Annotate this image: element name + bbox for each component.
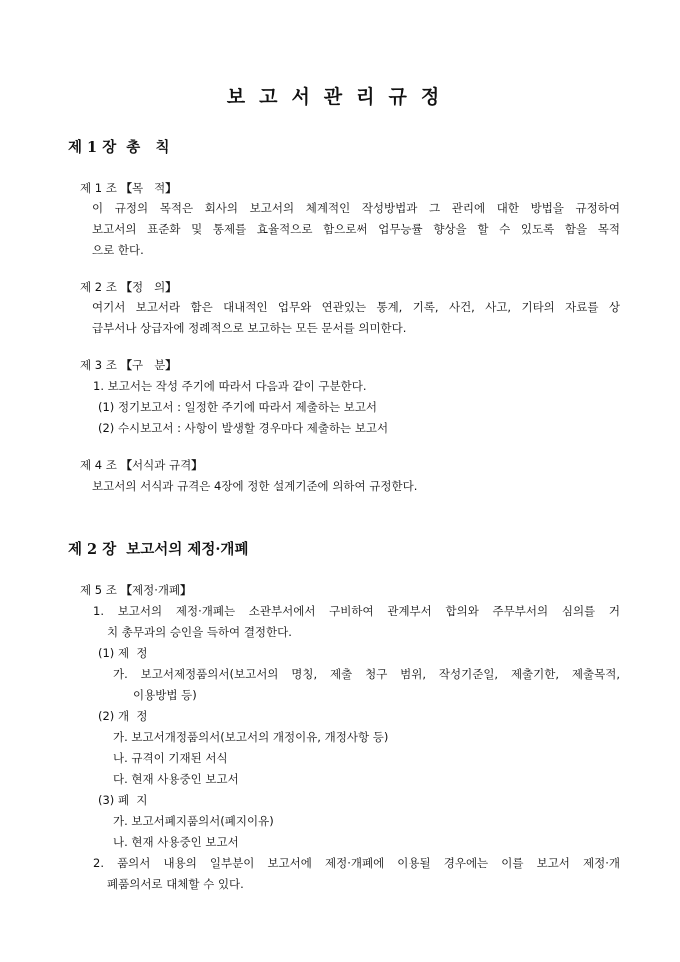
article-5-sub-item: (2) 개 정 [98, 709, 148, 723]
article-5-sub-item-detail: 가. 보고서폐지품의서(폐지이유) [113, 814, 274, 828]
chapter-1-heading: 제 1 장 총 칙 [68, 139, 170, 156]
article-5-sub-item: (3) 폐 지 [98, 793, 148, 807]
article-5-sub-item-detail: 나. 현재 사용중인 보고서 [113, 835, 239, 849]
bracket-open: 【 [120, 280, 133, 294]
article-name: 제정·개폐 [132, 583, 181, 597]
article-5-sub-item-detail: 나. 규격이 기재된 서식 [113, 751, 228, 765]
bracket-open: 【 [120, 358, 133, 372]
article-5-heading [80, 582, 192, 598]
bracket-open: 【 [120, 181, 133, 195]
article-3-item-1: 1. 보고서는 작성 주기에 따라서 다음과 같이 구분한다. [93, 379, 367, 393]
article-number: 제 1 조 [80, 181, 117, 195]
article-1-body-line: 이 규정의 목적은 회사의 보고서의 체계적인 작성방법과 그 관리에 대한 방법을 규정하여 [92, 201, 620, 215]
article-name: 구 분 [132, 358, 166, 372]
article-1-body-line: 보고서의 표준화 및 통제를 효율적으로 함으로써 업무능률 향상을 할 수 있도록 함을 목적 [92, 222, 620, 236]
article-5-sub-item-detail: 가. 보고서제정품의서(보고서의 명칭, 제출 청구 범위, 작성기준일, 제출기한, 제출목적, [113, 667, 620, 681]
article-5-item-1-line: 치 총무과의 승인을 득하여 결정한다. [107, 625, 292, 639]
article-1-heading [80, 180, 177, 196]
bracket-open: 【 [120, 458, 133, 472]
article-4-body-line: 보고서의 서식과 규격은 4장에 정한 설계기준에 의하여 규정한다. [92, 479, 418, 493]
article-number: 제 3 조 [80, 358, 117, 372]
article-5-item-2-line: 폐품의서로 대체할 수 있다. [107, 877, 244, 891]
bracket-close: 】 [191, 458, 203, 472]
bracket-close: 】 [165, 358, 177, 372]
article-2-body-line: 여기서 보고서라 함은 대내적인 업무와 연관있는 통계, 기록, 사건, 사고, 기타의 자료를 상 [92, 300, 620, 314]
chapter-2-heading: 제 2 장 보고서의 제정·개폐 [68, 541, 249, 558]
article-name: 서식과 규격 [132, 458, 192, 472]
article-5-sub-item-detail: 가. 보고서개정품의서(보고서의 개정이유, 개정사항 등) [113, 730, 389, 744]
article-3-sub-item: (2) 수시보고서 : 사항이 발생할 경우마다 제출하는 보고서 [98, 421, 389, 435]
article-number: 제 2 조 [80, 280, 117, 294]
article-4-heading [80, 457, 203, 473]
article-number: 제 5 조 [80, 583, 117, 597]
article-5-sub-item: (1) 제 정 [98, 646, 148, 660]
article-5-item-1-line: 1. 보고서의 제정·개폐는 소관부서에서 구비하여 관계부서 합의와 주무부서의 심의를 거 [93, 604, 620, 618]
bracket-close: 】 [180, 583, 192, 597]
bracket-close: 】 [165, 280, 177, 294]
bracket-open: 【 [120, 583, 133, 597]
article-name: 목 적 [132, 181, 166, 195]
article-1-body-line: 으로 한다. [92, 243, 144, 257]
article-2-body-line: 급부서나 상급자에 정례적으로 보고하는 모든 문서를 의미한다. [92, 321, 407, 335]
document-title: 보고서관리규정 [226, 86, 454, 108]
article-2-heading [80, 279, 177, 295]
bracket-close: 】 [165, 181, 177, 195]
article-name: 정 의 [132, 280, 166, 294]
article-5-sub-item-detail: 이용방법 등) [133, 688, 197, 702]
article-5-sub-item-detail: 다. 현재 사용중인 보고서 [113, 772, 239, 786]
article-3-heading [80, 357, 177, 373]
article-5-item-2-line: 2. 품의서 내용의 일부분이 보고서에 제정·개폐에 이용될 경우에는 이를 보고서 제정·개 [93, 856, 620, 870]
article-number: 제 4 조 [80, 458, 117, 472]
article-3-sub-item: (1) 정기보고서 : 일정한 주기에 따라서 제출하는 보고서 [98, 400, 378, 414]
